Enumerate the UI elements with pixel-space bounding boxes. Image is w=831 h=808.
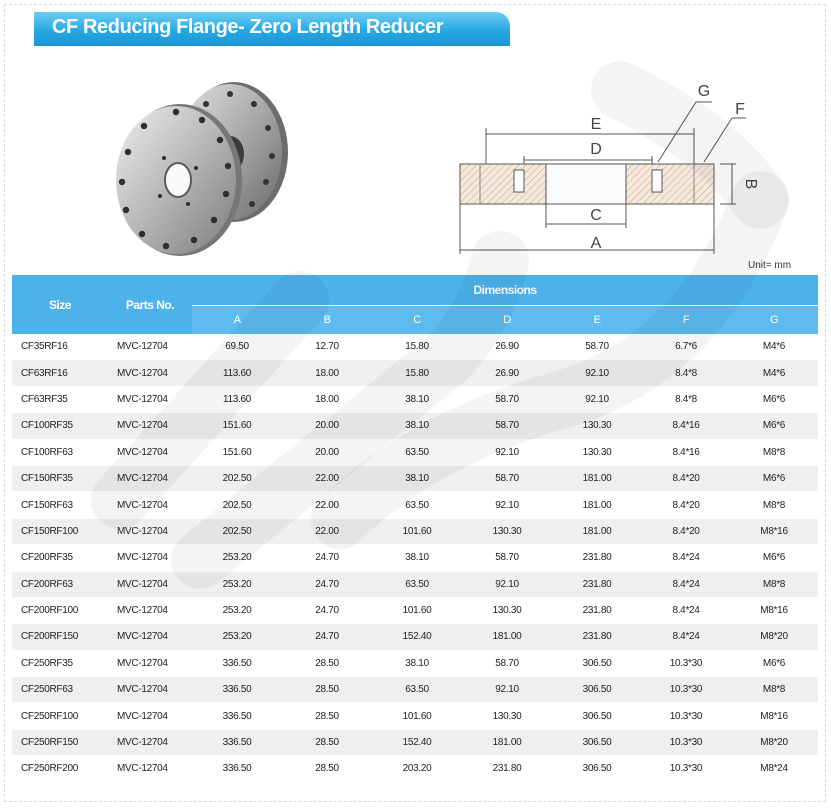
cell-g: M6*6 bbox=[730, 650, 818, 676]
cell-c: 63.50 bbox=[372, 677, 462, 703]
cell-e: 306.50 bbox=[552, 677, 642, 703]
cell-g: M6*6 bbox=[730, 465, 818, 491]
table-row bbox=[12, 386, 818, 412]
cell-size: CF250RF150 bbox=[12, 729, 108, 755]
cell-b: 28.50 bbox=[282, 677, 372, 703]
cell-g: M8*20 bbox=[730, 729, 818, 755]
table-row bbox=[12, 677, 818, 703]
cell-parts-no: MVC-12704 bbox=[108, 439, 192, 465]
label-e: E bbox=[590, 116, 602, 133]
cell-a: 253.20 bbox=[192, 624, 282, 650]
table-row bbox=[12, 597, 818, 623]
table-row bbox=[12, 439, 818, 465]
cell-size: CF250RF200 bbox=[12, 756, 108, 782]
table-row bbox=[12, 465, 818, 491]
cell-e: 58.70 bbox=[552, 334, 642, 360]
table-row bbox=[12, 624, 818, 650]
cell-parts-no: MVC-12704 bbox=[108, 413, 192, 439]
cell-c: 38.10 bbox=[372, 465, 462, 491]
cell-a: 113.60 bbox=[192, 386, 282, 412]
cell-f: 8.4*16 bbox=[642, 439, 730, 465]
cell-size: CF250RF63 bbox=[12, 677, 108, 703]
cell-size: CF150RF100 bbox=[12, 518, 108, 544]
cell-size: CF250RF35 bbox=[12, 650, 108, 676]
cell-f: 8.4*8 bbox=[642, 386, 730, 412]
dimensions-table bbox=[12, 275, 818, 783]
header-col-b: B bbox=[282, 306, 372, 335]
cell-f: 8.4*24 bbox=[642, 571, 730, 597]
cell-d: 181.00 bbox=[462, 624, 552, 650]
cell-f: 8.4*20 bbox=[642, 492, 730, 518]
cell-b: 24.70 bbox=[282, 545, 372, 571]
cell-a: 336.50 bbox=[192, 677, 282, 703]
table-row bbox=[12, 650, 818, 676]
cell-f: 8.4*8 bbox=[642, 360, 730, 386]
cell-f: 8.4*24 bbox=[642, 624, 730, 650]
label-d: D bbox=[590, 141, 602, 158]
cell-parts-no: MVC-12704 bbox=[108, 650, 192, 676]
cell-b: 22.00 bbox=[282, 465, 372, 491]
cell-c: 63.50 bbox=[372, 492, 462, 518]
cell-g: M8*16 bbox=[730, 518, 818, 544]
cell-size: CF35RF16 bbox=[12, 334, 108, 360]
cell-e: 231.80 bbox=[552, 624, 642, 650]
table-row bbox=[12, 334, 818, 360]
cell-size: CF200RF63 bbox=[12, 571, 108, 597]
cell-g: M8*16 bbox=[730, 703, 818, 729]
cell-b: 20.00 bbox=[282, 439, 372, 465]
cell-g: M8*16 bbox=[730, 597, 818, 623]
cell-e: 231.80 bbox=[552, 597, 642, 623]
cell-size: CF63RF35 bbox=[12, 386, 108, 412]
table-row bbox=[12, 413, 818, 439]
cell-f: 10.3*30 bbox=[642, 703, 730, 729]
cell-parts-no: MVC-12704 bbox=[108, 624, 192, 650]
cell-d: 58.70 bbox=[462, 386, 552, 412]
table-row bbox=[12, 518, 818, 544]
label-f: F bbox=[735, 101, 745, 118]
cell-size: CF200RF150 bbox=[12, 624, 108, 650]
cell-a: 253.20 bbox=[192, 597, 282, 623]
cell-e: 306.50 bbox=[552, 756, 642, 782]
cell-d: 130.30 bbox=[462, 703, 552, 729]
cell-a: 69.50 bbox=[192, 334, 282, 360]
table-row bbox=[12, 729, 818, 755]
cell-e: 306.50 bbox=[552, 703, 642, 729]
cell-b: 24.70 bbox=[282, 571, 372, 597]
header-col-g: G bbox=[730, 306, 818, 335]
cell-parts-no: MVC-12704 bbox=[108, 334, 192, 360]
cell-c: 101.60 bbox=[372, 518, 462, 544]
header-dimensions: Dimensions bbox=[192, 275, 818, 306]
cell-b: 12.70 bbox=[282, 334, 372, 360]
cell-d: 58.70 bbox=[462, 413, 552, 439]
cell-b: 18.00 bbox=[282, 386, 372, 412]
cell-f: 6.7*6 bbox=[642, 334, 730, 360]
cell-b: 24.70 bbox=[282, 597, 372, 623]
cell-c: 63.50 bbox=[372, 439, 462, 465]
cell-b: 18.00 bbox=[282, 360, 372, 386]
cell-a: 336.50 bbox=[192, 729, 282, 755]
cell-e: 181.00 bbox=[552, 492, 642, 518]
cell-g: M4*6 bbox=[730, 360, 818, 386]
cell-c: 63.50 bbox=[372, 571, 462, 597]
cell-c: 101.60 bbox=[372, 703, 462, 729]
header-col-d: D bbox=[462, 306, 552, 335]
cell-a: 151.60 bbox=[192, 413, 282, 439]
page-title: CF Reducing Flange- Zero Length Reducer bbox=[52, 16, 444, 38]
cell-a: 202.50 bbox=[192, 465, 282, 491]
header-size: Size bbox=[12, 275, 108, 334]
cell-size: CF250RF100 bbox=[12, 703, 108, 729]
cell-f: 8.4*24 bbox=[642, 597, 730, 623]
cell-size: CF150RF63 bbox=[12, 492, 108, 518]
label-g: G bbox=[697, 83, 711, 100]
cell-c: 38.10 bbox=[372, 545, 462, 571]
cell-d: 130.30 bbox=[462, 518, 552, 544]
header-col-a: A bbox=[192, 306, 282, 335]
table-row bbox=[12, 756, 818, 782]
cell-parts-no: MVC-12704 bbox=[108, 360, 192, 386]
unit-label: Unit= mm bbox=[748, 260, 792, 271]
cell-b: 20.00 bbox=[282, 413, 372, 439]
cell-e: 181.00 bbox=[552, 465, 642, 491]
header-col-e: E bbox=[552, 306, 642, 335]
cell-g: M8*20 bbox=[730, 624, 818, 650]
header-col-c: C bbox=[372, 306, 462, 335]
cell-e: 231.80 bbox=[552, 571, 642, 597]
cell-a: 336.50 bbox=[192, 703, 282, 729]
table-body bbox=[12, 334, 818, 782]
cell-f: 10.3*30 bbox=[642, 756, 730, 782]
cell-size: CF200RF35 bbox=[12, 545, 108, 571]
cell-d: 92.10 bbox=[462, 492, 552, 518]
cell-b: 28.50 bbox=[282, 703, 372, 729]
cell-e: 130.30 bbox=[552, 413, 642, 439]
cell-g: M6*6 bbox=[730, 545, 818, 571]
cell-d: 231.80 bbox=[462, 756, 552, 782]
cell-b: 28.50 bbox=[282, 729, 372, 755]
cell-parts-no: MVC-12704 bbox=[108, 465, 192, 491]
cell-f: 10.3*30 bbox=[642, 729, 730, 755]
cell-c: 203.20 bbox=[372, 756, 462, 782]
cell-g: M6*6 bbox=[730, 413, 818, 439]
cell-parts-no: MVC-12704 bbox=[108, 729, 192, 755]
cell-size: CF100RF35 bbox=[12, 413, 108, 439]
cell-d: 181.00 bbox=[462, 729, 552, 755]
cell-size: CF200RF100 bbox=[12, 597, 108, 623]
cell-d: 26.90 bbox=[462, 360, 552, 386]
cell-c: 38.10 bbox=[372, 386, 462, 412]
cell-parts-no: MVC-12704 bbox=[108, 492, 192, 518]
cell-a: 253.20 bbox=[192, 545, 282, 571]
cell-parts-no: MVC-12704 bbox=[108, 518, 192, 544]
table-row bbox=[12, 545, 818, 571]
cell-g: M8*8 bbox=[730, 571, 818, 597]
cell-parts-no: MVC-12704 bbox=[108, 386, 192, 412]
cell-parts-no: MVC-12704 bbox=[108, 677, 192, 703]
cell-e: 92.10 bbox=[552, 386, 642, 412]
cell-size: CF100RF63 bbox=[12, 439, 108, 465]
cell-f: 8.4*20 bbox=[642, 518, 730, 544]
cell-size: CF150RF35 bbox=[12, 465, 108, 491]
cell-c: 38.10 bbox=[372, 413, 462, 439]
header-parts-no: Parts No. bbox=[108, 275, 192, 334]
cell-b: 24.70 bbox=[282, 624, 372, 650]
cell-e: 306.50 bbox=[552, 729, 642, 755]
cell-parts-no: MVC-12704 bbox=[108, 597, 192, 623]
cell-c: 15.80 bbox=[372, 360, 462, 386]
cell-b: 28.50 bbox=[282, 756, 372, 782]
cell-f: 8.4*24 bbox=[642, 545, 730, 571]
flange-photo bbox=[104, 68, 300, 264]
cell-e: 231.80 bbox=[552, 545, 642, 571]
header-col-f: F bbox=[642, 306, 730, 335]
cell-parts-no: MVC-12704 bbox=[108, 545, 192, 571]
cell-size: CF63RF16 bbox=[12, 360, 108, 386]
cell-a: 202.50 bbox=[192, 492, 282, 518]
cell-f: 8.4*20 bbox=[642, 465, 730, 491]
cell-d: 92.10 bbox=[462, 571, 552, 597]
table-row bbox=[12, 360, 818, 386]
cell-g: M6*6 bbox=[730, 386, 818, 412]
cell-b: 22.00 bbox=[282, 492, 372, 518]
cell-e: 306.50 bbox=[552, 650, 642, 676]
cell-a: 151.60 bbox=[192, 439, 282, 465]
cell-a: 253.20 bbox=[192, 571, 282, 597]
cell-e: 181.00 bbox=[552, 518, 642, 544]
label-b: B bbox=[742, 178, 759, 190]
cell-d: 58.70 bbox=[462, 650, 552, 676]
table-row bbox=[12, 703, 818, 729]
cell-e: 92.10 bbox=[552, 360, 642, 386]
table-row bbox=[12, 492, 818, 518]
cell-a: 336.50 bbox=[192, 650, 282, 676]
cell-b: 28.50 bbox=[282, 650, 372, 676]
cell-b: 22.00 bbox=[282, 518, 372, 544]
cell-g: M8*8 bbox=[730, 439, 818, 465]
cell-a: 202.50 bbox=[192, 518, 282, 544]
cell-d: 58.70 bbox=[462, 465, 552, 491]
table-row bbox=[12, 571, 818, 597]
cell-e: 130.30 bbox=[552, 439, 642, 465]
cell-d: 58.70 bbox=[462, 545, 552, 571]
cell-a: 113.60 bbox=[192, 360, 282, 386]
cell-d: 92.10 bbox=[462, 677, 552, 703]
label-a: A bbox=[590, 235, 602, 252]
cell-g: M4*6 bbox=[730, 334, 818, 360]
cross-section-drawing bbox=[450, 78, 780, 260]
cell-c: 38.10 bbox=[372, 650, 462, 676]
cell-f: 8.4*16 bbox=[642, 413, 730, 439]
cell-c: 101.60 bbox=[372, 597, 462, 623]
cell-d: 26.90 bbox=[462, 334, 552, 360]
cell-d: 130.30 bbox=[462, 597, 552, 623]
label-c: C bbox=[590, 207, 602, 224]
cell-parts-no: MVC-12704 bbox=[108, 571, 192, 597]
cell-g: M8*8 bbox=[730, 677, 818, 703]
cell-g: M8*24 bbox=[730, 756, 818, 782]
cell-f: 10.3*30 bbox=[642, 677, 730, 703]
cell-parts-no: MVC-12704 bbox=[108, 703, 192, 729]
cell-parts-no: MVC-12704 bbox=[108, 756, 192, 782]
cell-c: 152.40 bbox=[372, 624, 462, 650]
cell-f: 10.3*30 bbox=[642, 650, 730, 676]
cell-a: 336.50 bbox=[192, 756, 282, 782]
cell-c: 15.80 bbox=[372, 334, 462, 360]
cell-d: 92.10 bbox=[462, 439, 552, 465]
cell-c: 152.40 bbox=[372, 729, 462, 755]
cell-g: M8*8 bbox=[730, 492, 818, 518]
